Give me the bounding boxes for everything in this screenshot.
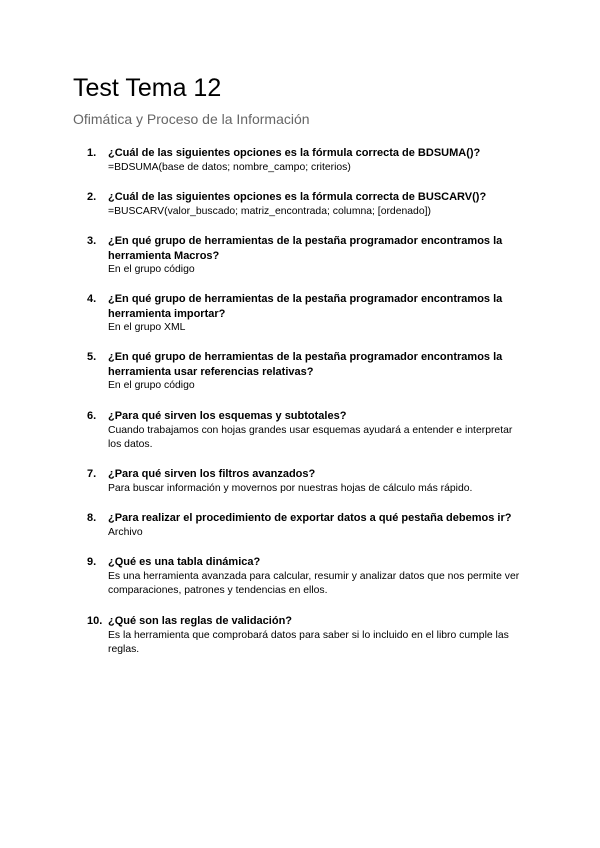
question-number: 10.	[87, 615, 103, 627]
page-title: Test Tema 12	[73, 74, 222, 102]
question-text: ¿Cuál de las siguientes opciones es la fórmula correcta de BUSCARV()?	[108, 191, 487, 203]
question-number: 4.	[87, 293, 97, 305]
answer-text: Para buscar información y movernos por nuestras hojas de cálculo más rápido.	[108, 482, 473, 494]
answer-text: En el grupo código	[108, 264, 195, 276]
question-number: 6.	[87, 410, 97, 422]
question-text: ¿Cuál de las siguientes opciones es la fórmula correcta de BDSUMA()?	[108, 147, 481, 159]
question-text: ¿En qué grupo de herramientas de la pestaña programador encontramos la herramienta Macros?	[108, 235, 503, 262]
answer-text: Archivo	[108, 526, 143, 538]
question-number: 2.	[87, 191, 97, 203]
answer-text: En el grupo XML	[108, 322, 186, 334]
question-number: 7.	[87, 468, 97, 480]
answer-text: Es una herramienta avanzada para calcular, resumir y analizar datos que nos permite ver comparaciones, patrones y tendencias en ellos.	[108, 570, 520, 597]
question-text: ¿Para qué sirven los filtros avanzados?	[108, 468, 316, 480]
answer-text: Es la herramienta que comprobará datos para saber si lo incluido en el libro cumple las reglas.	[108, 629, 509, 656]
question-text: ¿Qué es una tabla dinámica?	[108, 556, 261, 568]
question-text: ¿Qué son las reglas de validación?	[108, 615, 293, 627]
page-subtitle: Ofimática y Proceso de la Información	[73, 111, 310, 127]
question-text: ¿Para qué sirven los esquemas y subtotales?	[108, 410, 347, 422]
answer-text: =BUSCARV(valor_buscado; matriz_encontrada; columna; [ordenado])	[108, 205, 431, 217]
question-number: 9.	[87, 556, 97, 568]
question-text: ¿En qué grupo de herramientas de la pestaña programador encontramos la herramienta importar?	[108, 293, 503, 320]
question-number: 5.	[87, 351, 97, 363]
question-number: 3.	[87, 235, 97, 247]
answer-text: =BDSUMA(base de datos; nombre_campo; criterios)	[108, 161, 351, 173]
question-text: ¿En qué grupo de herramientas de la pestaña programador encontramos la herramienta usar referencias relativas?	[108, 351, 503, 378]
answer-text: En el grupo código	[108, 380, 195, 392]
answer-text: Cuando trabajamos con hojas grandes usar esquemas ayudará a entender e interpretar los datos.	[108, 424, 513, 451]
question-number: 1.	[87, 147, 97, 159]
question-number: 8.	[87, 512, 97, 524]
question-text: ¿Para realizar el procedimiento de exportar datos a qué pestaña debemos ir?	[108, 512, 512, 524]
